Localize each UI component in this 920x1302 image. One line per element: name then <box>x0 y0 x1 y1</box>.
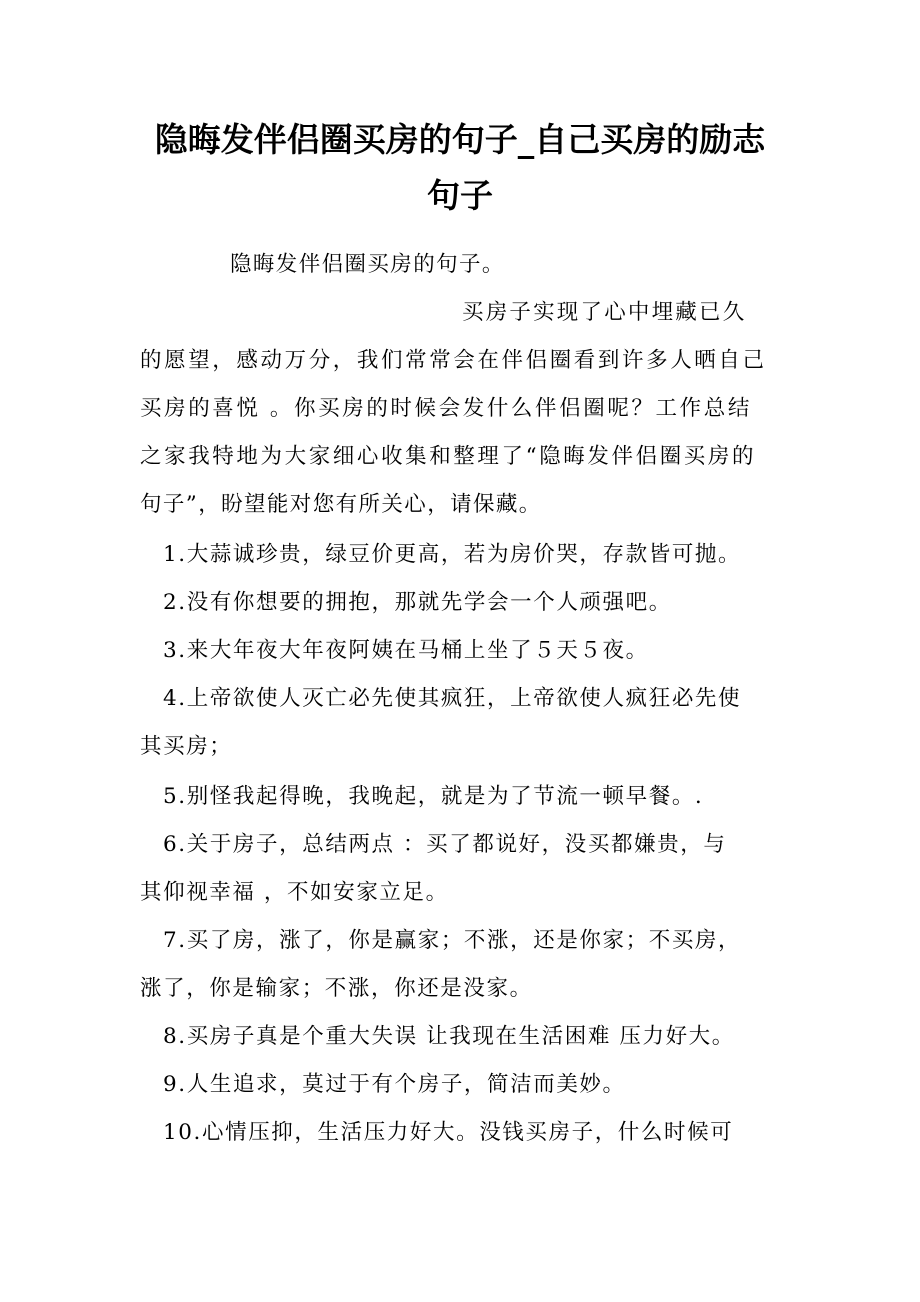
list-item-5: 5.别怪我起得晚，我晚起，就是为了节流一顿早餐。. <box>163 784 704 809</box>
intro-line-1: 买房子实现了心中埋藏已久 <box>462 300 747 325</box>
list-item-6: 6.关于房子，总结两点 ：买了都说好，没买都嫌贵，与 <box>163 832 727 857</box>
list-item-9: 9.人生追求，莫过于有个房子，简洁而美妙。 <box>163 1072 626 1097</box>
document-title <box>120 112 800 224</box>
list-item-6-cont: 其仰视幸福 ，不如安家立足。 <box>140 880 449 905</box>
intro-line-5: 句子”，盼望能对您有所关心，请保藏。 <box>140 492 542 517</box>
intro-line-3: 买房的喜悦 。你买房的时候会发什么伴侣圈呢？工作总结 <box>140 396 752 421</box>
list-item-4: 4.上帝欲使人灭亡必先使其疯狂，上帝欲使人疯狂必先使 <box>163 686 742 711</box>
list-item-7-cont: 涨了，你是输家；不涨，你还是没家。 <box>140 976 533 1001</box>
list-item-2: 2.没有你想要的拥抱，那就先学会一个人顽强吧。 <box>163 590 672 615</box>
list-item-1: 1.大蒜诚珍贵，绿豆价更高，若为房价哭，存款皆可抛。 <box>163 542 742 567</box>
list-item-10: 10.心情压抑，生活压力好大。没钱买房子，什么时候可 <box>163 1120 734 1145</box>
list-item-3: 3.来大年夜大年夜阿姨在马桶上坐了５天５夜。 <box>163 638 649 663</box>
intro-line-2: 的愿望，感动万分，我们常常会在伴侣圈看到许多人晒自己 <box>140 348 767 373</box>
title-line-1: 隐晦发伴侣圈买房的句子_自己买房的励志 <box>154 120 766 159</box>
title-line-2: 句子 <box>427 176 493 215</box>
list-item-4-cont: 其买房； <box>140 734 233 759</box>
list-item-8: 8.买房子真是个重大失误 让我现在生活困难 压力好大。 <box>163 1024 735 1049</box>
intro-heading: 隐晦发伴侣圈买房的句子。 <box>230 252 505 277</box>
list-item-7: 7.买了房，涨了，你是赢家；不涨，还是你家；不买房， <box>163 928 742 953</box>
intro-line-4: 之家我特地为大家细心收集和整理了“隐晦发伴侣圈买房的 <box>140 444 757 469</box>
